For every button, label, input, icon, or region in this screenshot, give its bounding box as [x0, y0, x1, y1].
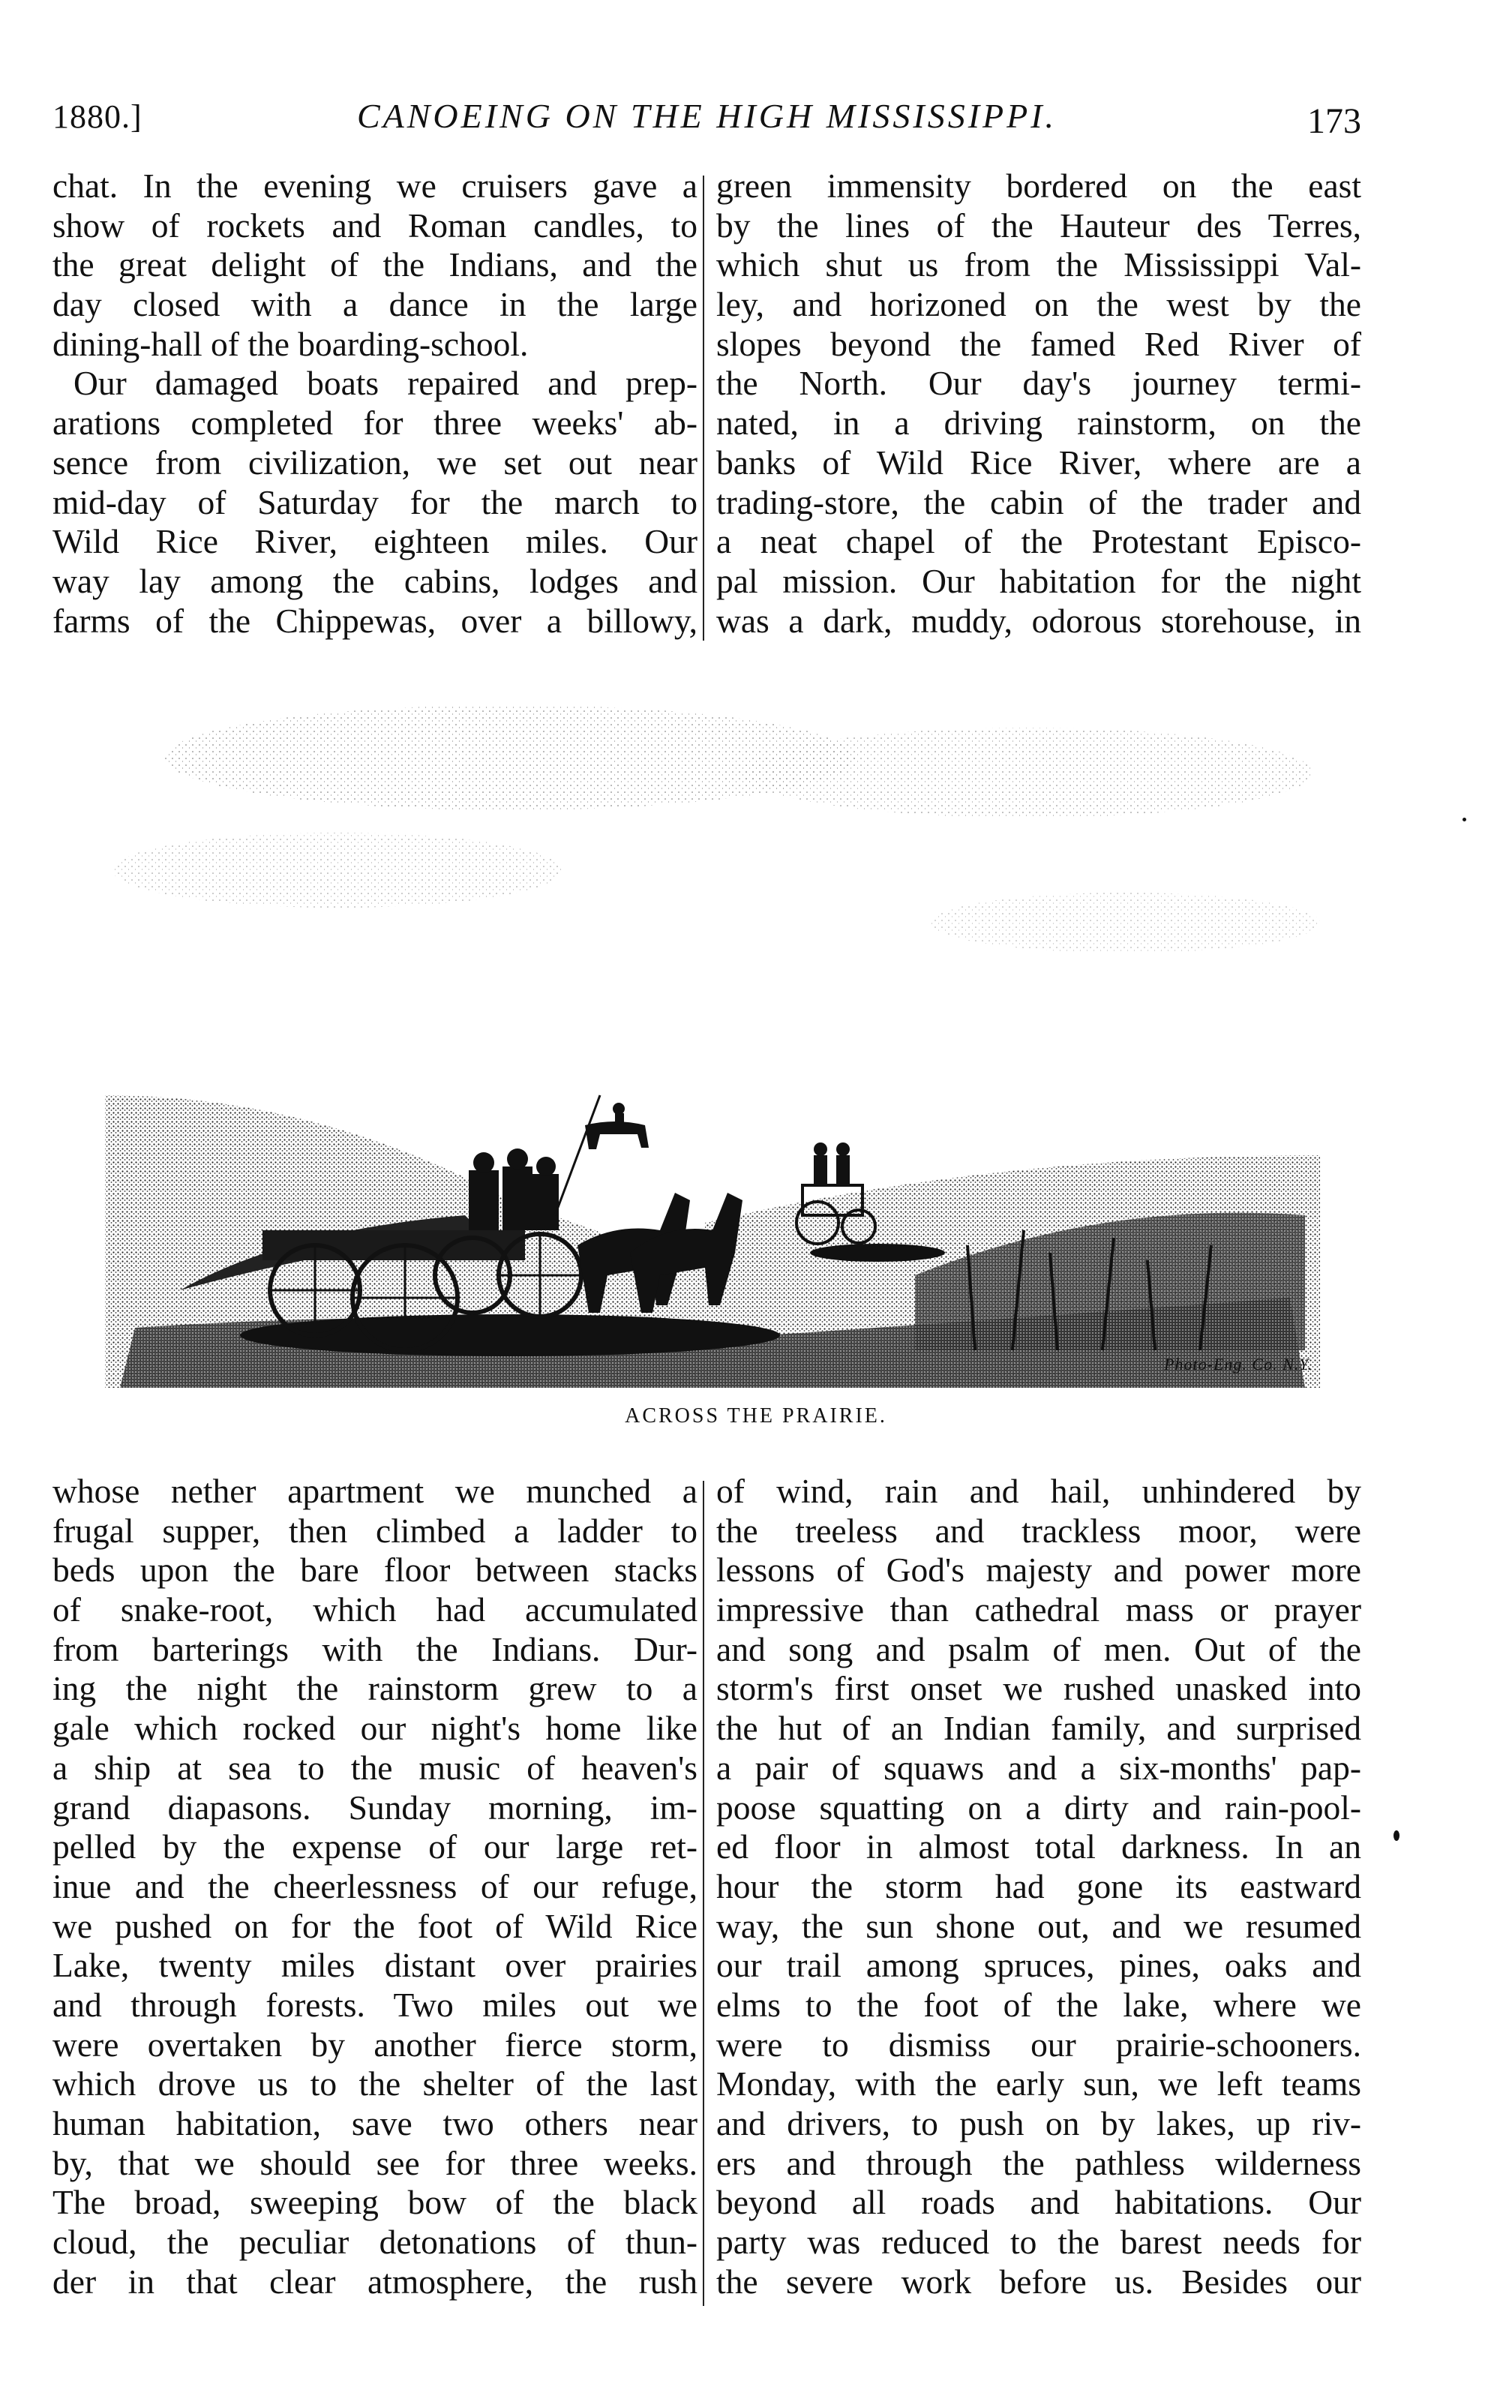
text-line: the treeless and trackless moor, were: [716, 1511, 1361, 1550]
column-rule: [703, 1481, 704, 2306]
text-line: party was reduced to the barest needs for: [716, 2223, 1361, 2262]
text-line: banks of Wild Rice River, where are a: [716, 443, 1361, 482]
column-rule: [703, 176, 704, 641]
text-line: slopes beyond the famed Red River of: [716, 324, 1361, 363]
text-line: the hut of an Indian family, and surprised: [716, 1709, 1361, 1748]
text-line: Lake, twenty miles distant over prairies: [52, 1946, 698, 1985]
text-line: and drivers, to push on by lakes, up riv-: [716, 2104, 1361, 2142]
text-line: impressive than cathedral mass or prayer: [716, 1590, 1361, 1629]
text-line: inue and the cheerlessness of our refuge,: [52, 1866, 698, 1905]
text-line: show of rockets and Roman candles, to: [52, 206, 698, 245]
text-line: chat. In the evening we cruisers gave a: [52, 167, 698, 205]
running-head-year: 1880.]: [52, 98, 142, 135]
text-line: sence from civilization, we set out near: [52, 443, 698, 482]
text-line: pal mission. Our habitation for the night: [716, 561, 1361, 600]
text-line: poose squatting on a dirty and rain-pool-: [716, 1788, 1361, 1827]
text-line: green immensity bordered on the east: [716, 167, 1361, 205]
text-line: pelled by the expense of our large ret-: [52, 1827, 698, 1866]
text-line: the severe work before us. Besides our: [716, 2262, 1361, 2301]
top-left-column: [52, 167, 698, 641]
text-line: ley, and horizoned on the west by the: [716, 285, 1361, 324]
text-line: cloud, the peculiar detonations of thun-: [52, 2223, 698, 2262]
text-line: of snake-root, which had accumulated: [52, 1590, 698, 1629]
text-line: The broad, sweeping bow of the black: [52, 2183, 698, 2222]
text-line: frugal supper, then climbed a ladder to: [52, 1511, 698, 1550]
bottom-text-block: [52, 1472, 1361, 2312]
text-line: and through forests. Two miles out we: [52, 1985, 698, 2024]
text-line: we pushed on for the foot of Wild Rice: [52, 1906, 698, 1945]
top-right-column: [716, 167, 1361, 641]
text-line: ing the night the rainstorm grew to a: [52, 1669, 698, 1708]
text-line: were to dismiss our prairie-schooners.: [716, 2025, 1361, 2064]
text-line: arations completed for three weeks' ab-: [52, 404, 698, 443]
text-line: from barterings with the Indians. Dur-: [52, 1629, 698, 1668]
engraver-credit: Photo-Eng. Co. N.Y.: [1164, 1355, 1312, 1374]
text-line: human habitation, save two others near: [52, 2104, 698, 2142]
text-line: a neat chapel of the Protestant Episco-: [716, 522, 1361, 561]
text-line: grand diapasons. Sunday morning, im-: [52, 1788, 698, 1827]
text-line: mid-day of Saturday for the march to: [52, 482, 698, 521]
prairie-illustration: [90, 675, 1335, 1388]
text-line: of wind, rain and hail, unhindered by: [716, 1472, 1361, 1510]
bottom-left-column: [52, 1472, 698, 2301]
text-line: a pair of squaws and a six-months' pap-: [716, 1748, 1361, 1787]
top-text-block: [52, 167, 1361, 647]
text-line: and song and psalm of men. Out of the: [716, 1629, 1361, 1668]
text-line: ed floor in almost total darkness. In an: [716, 1827, 1361, 1866]
scan-speck: [1462, 818, 1466, 821]
text-line: gale which rocked our night's home like: [52, 1709, 698, 1748]
text-line: way lay among the cabins, lodges and: [52, 561, 698, 600]
text-line: were overtaken by another fierce storm,: [52, 2025, 698, 2064]
text-line: nated, in a driving rainstorm, on the: [716, 404, 1361, 443]
text-line: Wild Rice River, eighteen miles. Our: [52, 522, 698, 561]
text-line: which shut us from the Mississippi Val-: [716, 245, 1361, 284]
engraving-image: [90, 675, 1335, 1388]
bottom-right-column: [716, 1472, 1361, 2301]
text-line: lessons of God's majesty and power more: [716, 1551, 1361, 1590]
text-line: the great delight of the Indians, and the: [52, 245, 698, 284]
text-line: ers and through the pathless wilderness: [716, 2143, 1361, 2182]
text-line: hour the storm had gone its eastward: [716, 1866, 1361, 1905]
page-number: 173: [1307, 101, 1361, 141]
illustration-caption: ACROSS THE PRAIRIE.: [625, 1404, 887, 1428]
running-head: [52, 90, 1361, 143]
text-line: was a dark, muddy, odorous storehouse, in: [716, 601, 1361, 640]
text-line: dining-hall of the boarding-school.: [52, 324, 529, 363]
text-line: Monday, with the early sun, we left teams: [716, 2064, 1361, 2103]
scan-speck: [1394, 1830, 1400, 1841]
text-line: a ship at sea to the music of heaven's: [52, 1748, 698, 1787]
text-line: the North. Our day's journey termi-: [716, 364, 1361, 403]
text-line: our trail among spruces, pines, oaks and: [716, 1946, 1361, 1985]
text-line: by, that we should see for three weeks.: [52, 2143, 698, 2182]
text-line: storm's first onset we rushed unasked into: [716, 1669, 1361, 1708]
text-line: day closed with a dance in the large: [52, 285, 698, 324]
text-line: beds upon the bare floor between stacks: [52, 1551, 698, 1590]
running-head-title: CANOEING ON THE HIGH MISSISSIPPI.: [356, 97, 1058, 135]
paragraph-start-line: Our damaged boats repaired and prep-: [74, 364, 698, 403]
text-line: farms of the Chippewas, over a billowy,: [52, 601, 698, 640]
text-line: whose nether apartment we munched a: [52, 1472, 698, 1510]
text-line: way, the sun shone out, and we resumed: [716, 1906, 1361, 1945]
text-line: beyond all roads and habitations. Our: [716, 2183, 1361, 2222]
text-line: by the lines of the Hauteur des Terres,: [716, 206, 1361, 245]
text-line: trading-store, the cabin of the trader and: [716, 482, 1361, 521]
text-line: der in that clear atmosphere, the rush: [52, 2262, 698, 2301]
text-line: which drove us to the shelter of the last: [52, 2064, 698, 2103]
text-line: elms to the foot of the lake, where we: [716, 1985, 1361, 2024]
